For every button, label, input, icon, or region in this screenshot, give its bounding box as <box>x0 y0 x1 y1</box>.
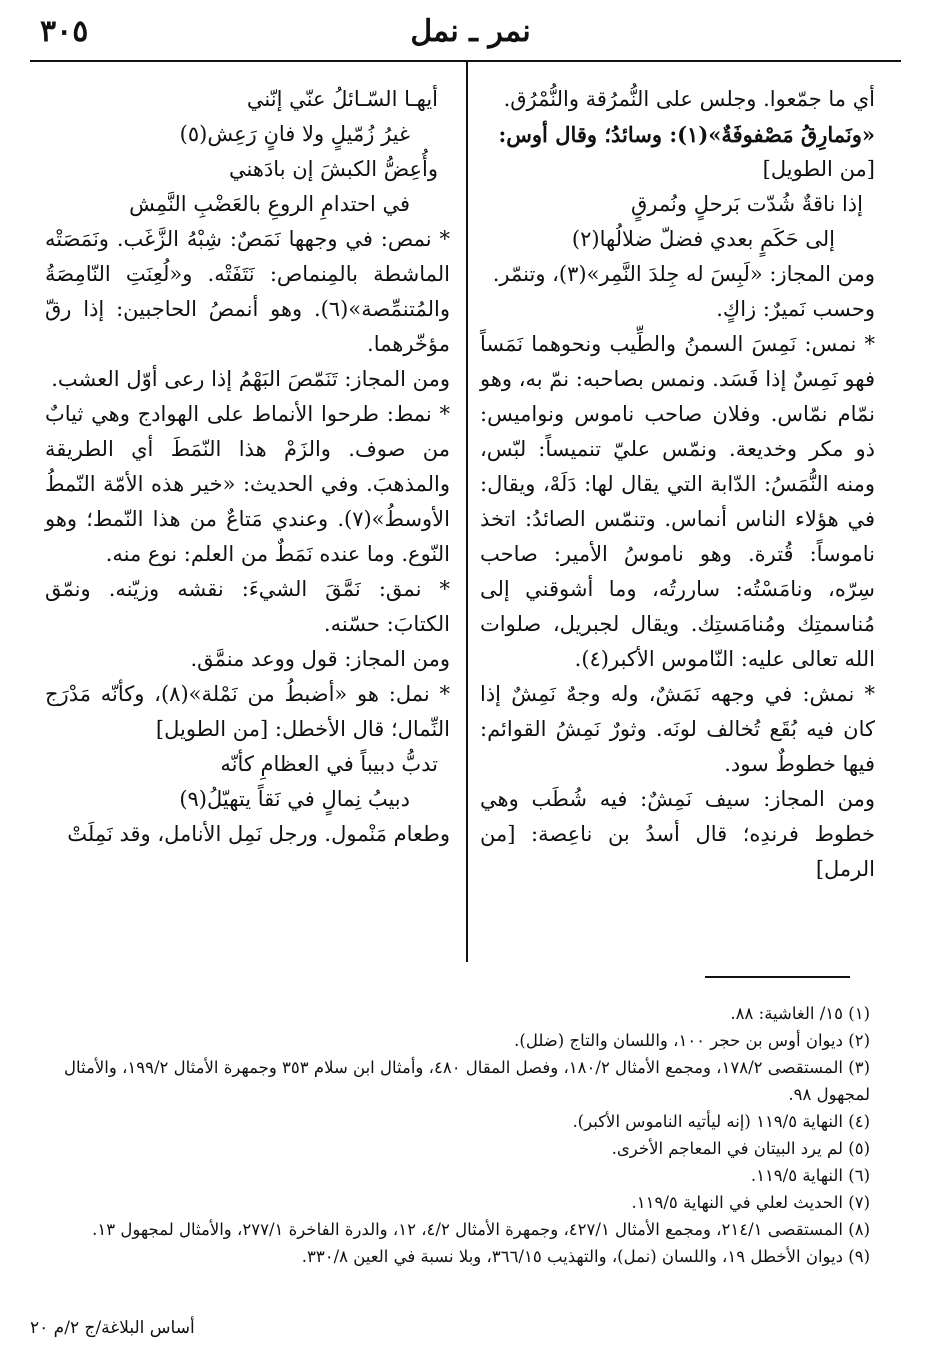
verse-line: وأُعِضُّ الكبشَ إن بادَهني <box>229 157 438 181</box>
meter-label: [من الطويل] <box>762 157 875 181</box>
column-divider <box>466 62 468 962</box>
footnote: (٦) النهاية ١١٩/٥. <box>750 1166 870 1185</box>
text-line: ومن المجاز: «لَبِسَ له جِلدَ النَّمِر»(٣)، وتنمّر. <box>492 262 875 286</box>
text-line: أي ما جمّعوا. وجلس على النُّمرُقة والنُّمْرُق. <box>503 87 875 111</box>
footnote: (٢) ديوان أوس بن حجر ١٠٠، واللسان والتاج (ضلل). <box>514 1031 870 1050</box>
verse-line: دبيبُ نِمالٍ في نَقاً يتهيّلُ(٩) <box>179 787 410 811</box>
entry-paragraph: * نمش: في وجهه نَمَشٌ، وله وجهٌ نَمِشٌ إذا كان فيه بُقَع تُخالف لونَه. وثورٌ نَمِشُ القوائم: فيها خطوطٌ سود. <box>480 682 875 776</box>
verse-line: إلى حَكَمٍ بعدي فضلّ ضلالُها(٢) <box>571 227 835 251</box>
entry-paragraph: * نمق: نَمَّقَ الشيءَ: نقشه وزيّنه. ونمّق الكتابَ: حسّنه. <box>45 577 450 636</box>
footnote: (١) ١٥/ الغاشية: ٨٨. <box>730 1004 870 1023</box>
verse-line: في احتدامِ الروعِ بالعَضْبِ النَّمِش <box>129 192 410 216</box>
entry-paragraph: * نمل: هو «أضبطُ من نَمْلة»(٨)، وكأنّه مَدْرَج النِّمال؛ قال الأخطل: [من الطويل] <box>45 682 450 741</box>
entry-paragraph: * نمط: طرحوا الأنماط على الهوادج وهي ثيابٌ من صوف. والزَمْ هذا النّمَطَ أي الطريقة والمذهبَ. وفي الحديث: «خير هذه الأمّة النّمطُ الأوسطُ»(٧). وعندي مَتاعٌ من هذا النّمط؛ وهو النّوع. وما عنده نَمَطٌ من العلم: نوع منه. <box>45 402 450 566</box>
left-column <box>45 82 450 852</box>
footnote: (٨) المستقصى ٢١٤/١، ومجمع الأمثال ٤٢٧/١، وجمهرة الأمثال ٤/٢، ١٢، والدرة الفاخرة ٢٧٧/١، والأمثال لمجهول ١٣. <box>92 1220 870 1239</box>
verse-line: أيهـا السّـائلُ عنّي إنّني <box>246 87 438 111</box>
text-line: وحسب نَميرٌ: زاكٍ. <box>716 297 875 321</box>
verse-line: غيرُ زُمّيلٍ ولا فانٍ رَعِش(٥) <box>179 122 410 146</box>
footnotes <box>30 1000 870 1270</box>
running-title: نمر ـ نمل <box>410 14 531 49</box>
verse-line: تدبُّ دبيباً في العظامِ كأنّه <box>220 752 438 776</box>
page-footer: أساس البلاغة/ج ٢/م ٢٠ <box>30 1318 195 1338</box>
text-line: ومن المجاز: قول ووعد منمَّق. <box>190 647 450 671</box>
verse-line: إذا ناقةٌ شُدّت بَرحلٍ ونُمرقٍ <box>631 192 863 216</box>
footnote: (٤) النهاية ١١٩/٥ (إنه ليأتيه الناموس الأكبر). <box>572 1112 870 1131</box>
entry-paragraph: * نمص: في وجهها نَمَصٌ: شِبْهُ الزَّغَب. ونَمَصَتْه الماشطة بالمِنماص: نَتَفَتْه. و«لُعِنَتِ النّامِصَةُ والمُتنمِّصة»(٦). وهو أنمصُ الحاجبين: إذا رقّ مؤخّرهما. <box>45 227 450 356</box>
page-number: ٣٠٥ <box>40 14 89 49</box>
footnote: (٧) الحديث لعلي في النهاية ١١٩/٥. <box>631 1193 870 1212</box>
footnote-rule <box>705 976 850 978</box>
footnote: (٣) المستقصى ١٧٨/٢، ومجمع الأمثال ١٨٠/٢، وفصل المقال ٤٨٠، وأمثال ابن سلام ٣٥٣ وجمهرة الأمثال ١٩٩/٢، والأمثال لمجهول ٩٨. <box>64 1058 870 1104</box>
text-line: ومن المجاز: تَنَمّصَ البَهْمُ إذا رعى أوّل العشب. <box>51 367 450 391</box>
entry-paragraph: * نمس: نَمِسَ السمنُ والطِّيب ونحوهما نَمَساً فهو نَمِسٌ إذا فَسَد. ونمس بصاحبه: نمّ به، وهو نمّام نمّاس. وفلان صاحب ناموس ونواميس: ذو مكر وخديعة. ونمّس عليّ تنميساً: لبّس، ومنه النُّمَسُ: الدّابة التي يقال لها: دَلَهْ، ويقال: في هؤلاء الناس أنماس. وتنمّس الصائدُ: اتخذ ناموساً: قُترة. وهو ناموسُ الأمير: صاحب سِرّه، ونامَسْتُه: ساررتُه، وما أشوقني إلى مُناسمتِك ومُنامَستِك. ويقال لجبريل، صلوات الله تعالى عليه: النّاموس الأكبر(٤). <box>480 332 875 671</box>
entry-paragraph: ومن المجاز: سيف نَمِشٌ: فيه شُطَب وهي خطوط فرندِه؛ قال أسدُ بن ناعِصة: [من الرمل] <box>480 787 875 881</box>
text-line: وطعام مَنْمول. ورجل نَمِل الأنامل، وقد نَمِلَتْ <box>67 822 450 846</box>
right-column <box>480 82 875 887</box>
page-header <box>30 10 911 60</box>
footnote: (٥) لم يرد البيتان في المعاجم الأخرى. <box>611 1139 870 1158</box>
footnote: (٩) ديوان الأخطل ١٩، واللسان (نمل)، والتهذيب ٣٦٦/١٥، وبلا نسبة في العين ٣٣٠/٨. <box>301 1247 870 1266</box>
text-line: «ونَمارِقُ مَصْفوفَةٌ»(١): وسائدُ؛ وقال أوس: <box>498 122 875 147</box>
